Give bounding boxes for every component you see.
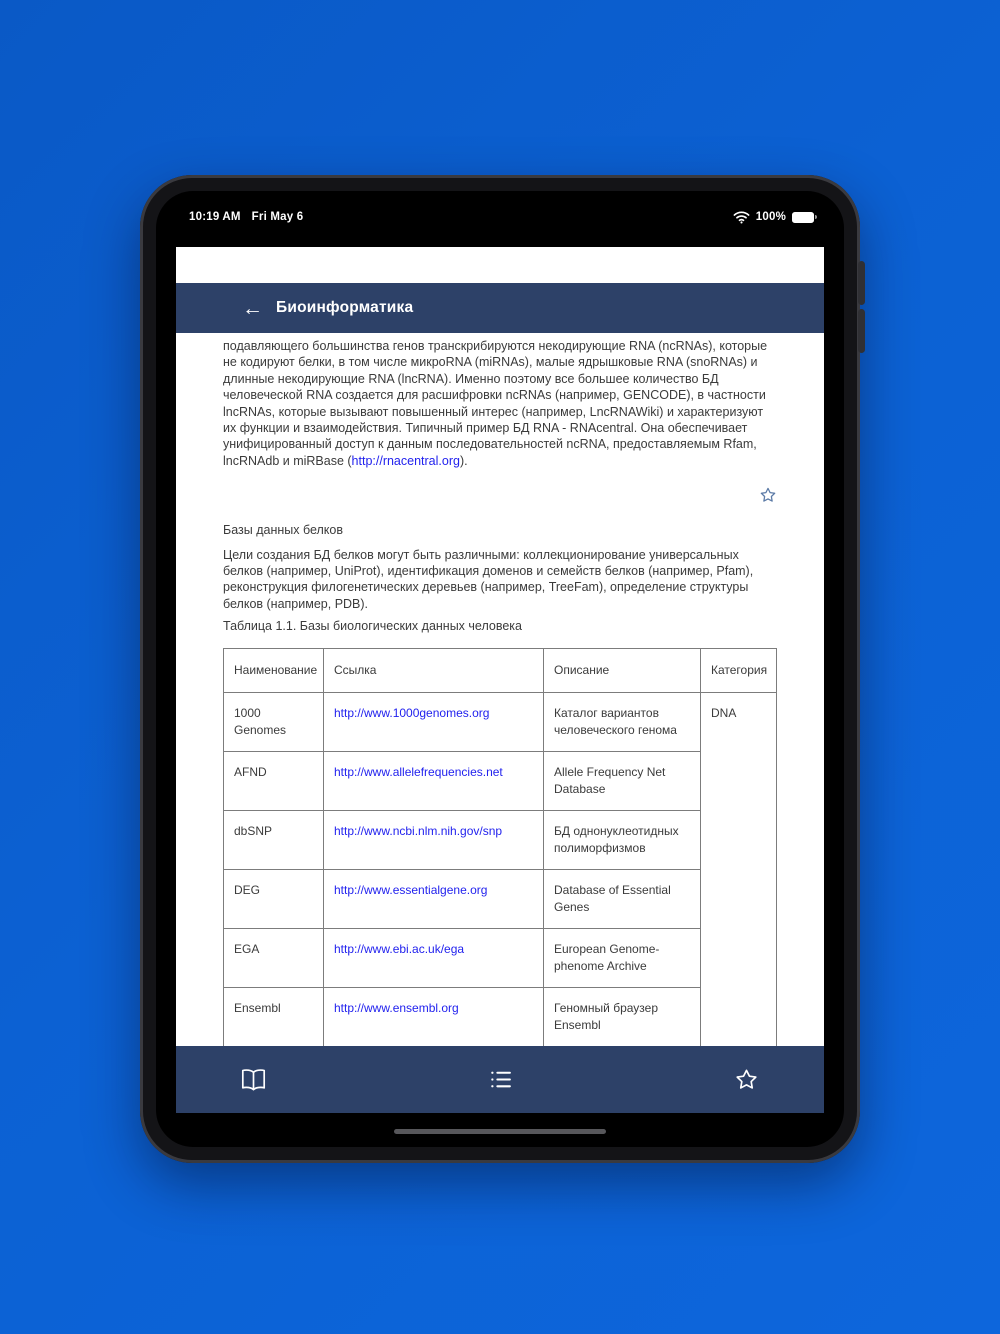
column-header-name: Наименование [224,648,324,692]
book-page-content [176,338,824,1051]
back-button[interactable]: ← [242,296,263,320]
wifi-icon [733,211,750,224]
volume-down-button [858,309,865,353]
reader-app-window [176,247,824,1113]
db-desc-cell: Database of Essential Genes [544,869,701,928]
navigation-bar [176,283,824,333]
db-name-cell: EGA [224,928,324,987]
column-header-category: Категория [701,648,777,692]
paragraph-protein-databases: Цели создания БД белков могут быть различными: коллекционирование универсальных белков (например, UniProt), идентификация доменов и семейств белков (например, Pfam), реконструкция филогенетических деревьев (например, TreeFam), определение структуры белков (например, PDB). [223,547,754,611]
biological-databases-table [223,648,777,1105]
column-header-link: Ссылка [324,648,544,692]
db-link[interactable]: http://www.allelefrequencies.net [334,764,503,779]
db-link-cell [324,751,544,810]
db-desc-cell: БД однонуклеотидных полиморфизмов [544,810,701,869]
db-category-cell: DNA [701,692,777,1104]
db-link-cell [324,987,544,1046]
db-link[interactable]: http://www.1000genomes.org [334,705,490,720]
battery-percent: 100% [755,211,786,223]
bookmarks-star-icon[interactable] [733,1066,760,1093]
table-row [224,810,777,869]
db-desc-cell: Каталог вариантов человеческого генома [544,692,701,751]
bottom-toolbar [176,1046,824,1113]
paragraph-rna-databases: подавляющего большинства генов транскрибируются некодирующие RNA (ncRNAs), которые не кодируют белки, в том числе микроRNA (miRNAs), малые ядрышковые RNA (snoRNAs) и длинные некодирующие RNA (lncRNA). Именно поэтому все большее количество БД человеческой RNA создается для расшифровки ncRNAs (например, GENCODE), в частности lncRNAs, которые вызывают повышенный интерес (например, LncRNAWiki) и характеризуют их функции и взаимодействия. Типичный пример БД RNA - RNAcentral. Она обеспечивает унифицированный доступ к данным последовательностей ncRNA, предоставляемым Rfam, lncRNAdb и miRBase (http://rnacentral.org). [223,339,768,468]
table-row [224,987,777,1046]
page-title: Биоинформатика [276,299,414,316]
db-desc-cell: European Genome-phenome Archive [544,928,701,987]
book-open-icon[interactable] [240,1066,267,1093]
db-link-cell [324,928,544,987]
db-desc-cell: Allele Frequency Net Database [544,751,701,810]
db-name-cell: 1000 Genomes [224,692,324,751]
db-link[interactable]: http://www.ensembl.org [334,1000,459,1015]
table-row [224,869,777,928]
table-row [224,928,777,987]
db-name-cell: AFND [224,751,324,810]
table-row [224,751,777,810]
db-link[interactable]: http://www.ebi.ac.uk/ega [334,941,465,956]
db-link-cell [324,810,544,869]
section-title-protein-databases: Базы данных белков [223,523,344,538]
table-row [224,692,777,751]
db-name-cell: DEG [224,869,324,928]
db-link[interactable]: http://www.ncbi.nlm.nih.gov/snp [334,823,503,838]
table-header-row [224,648,777,692]
bookmark-star-icon[interactable] [759,486,777,504]
db-name-cell: Ensembl [224,987,324,1046]
status-bar [189,205,814,229]
db-name-cell: dbSNP [224,810,324,869]
db-link[interactable]: http://www.essentialgene.org [334,882,488,897]
db-desc-cell: Геномный браузер Ensembl [544,987,701,1046]
battery-icon [792,212,814,223]
page-top-margin [176,247,824,283]
db-link-cell [324,869,544,928]
rnacentral-link[interactable]: http://rnacentral.org [351,453,460,468]
tablet-screen [156,191,844,1147]
status-time: 10:19 AM [189,211,241,223]
table-caption: Таблица 1.1. Базы биологических данных человека [223,619,522,634]
home-indicator[interactable] [394,1129,606,1134]
status-date: Fri May 6 [251,211,304,223]
tablet-device-frame [140,175,860,1163]
db-link-cell [324,692,544,751]
table-of-contents-icon[interactable] [487,1066,514,1093]
column-header-description: Описание [544,648,701,692]
volume-up-button [858,261,865,305]
